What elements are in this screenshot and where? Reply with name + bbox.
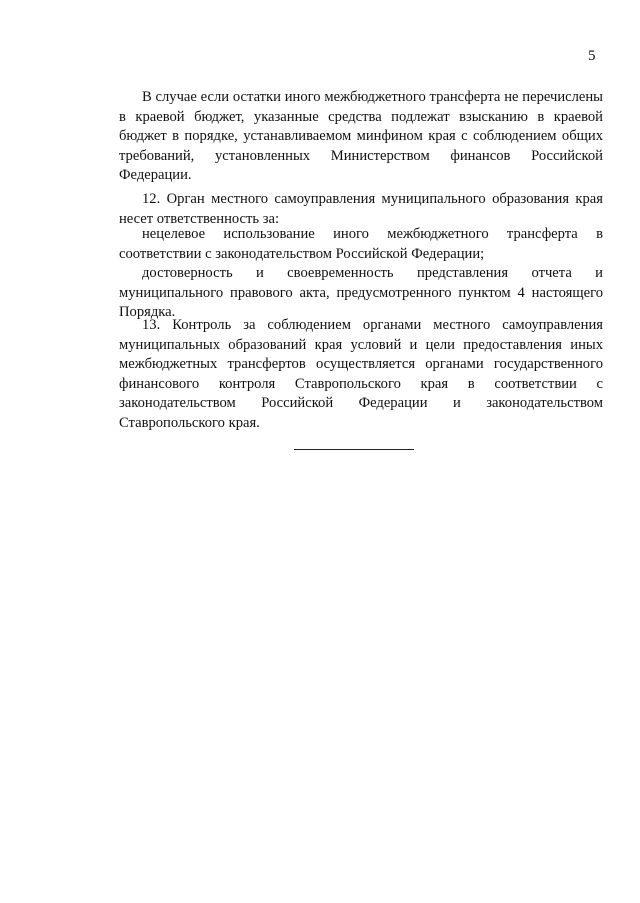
paragraph-reporting: достоверность и своевременность представления отчета и муниципального правового акта, предусмотренного пунктом 4 настоящего Порядка. — [119, 265, 603, 320]
paragraph-item-12: 12. Орган местного самоуправления муниципального образования края несет ответственность за: — [119, 191, 603, 227]
paragraph-remaining-funds: В случае если остатки иного межбюджетного трансферта не перечислены в краевой бюджет, указанные средства подлежат взысканию в краевой бюджет в порядке, устанавливаемом минфином края с соблюдением общих требований, установленных Министерством финансов Российской Федерации. — [119, 89, 603, 183]
end-divider — [294, 449, 414, 450]
page-number: 5 — [588, 48, 596, 64]
paragraph-item-13: 13. Контроль за соблюдением органами местного самоуправления муниципальных образований края условий и цели предоставления иных межбюджетных трансфертов осуществляется органами государственного финансового контроля Ставропольского края в соответствии с законодательством Российской Федерации и законодательством Ставропольского края. — [119, 317, 603, 431]
paragraph-misuse: нецелевое использование иного межбюджетного трансферта в соответствии с законодательством Российской Федерации; — [119, 226, 603, 262]
